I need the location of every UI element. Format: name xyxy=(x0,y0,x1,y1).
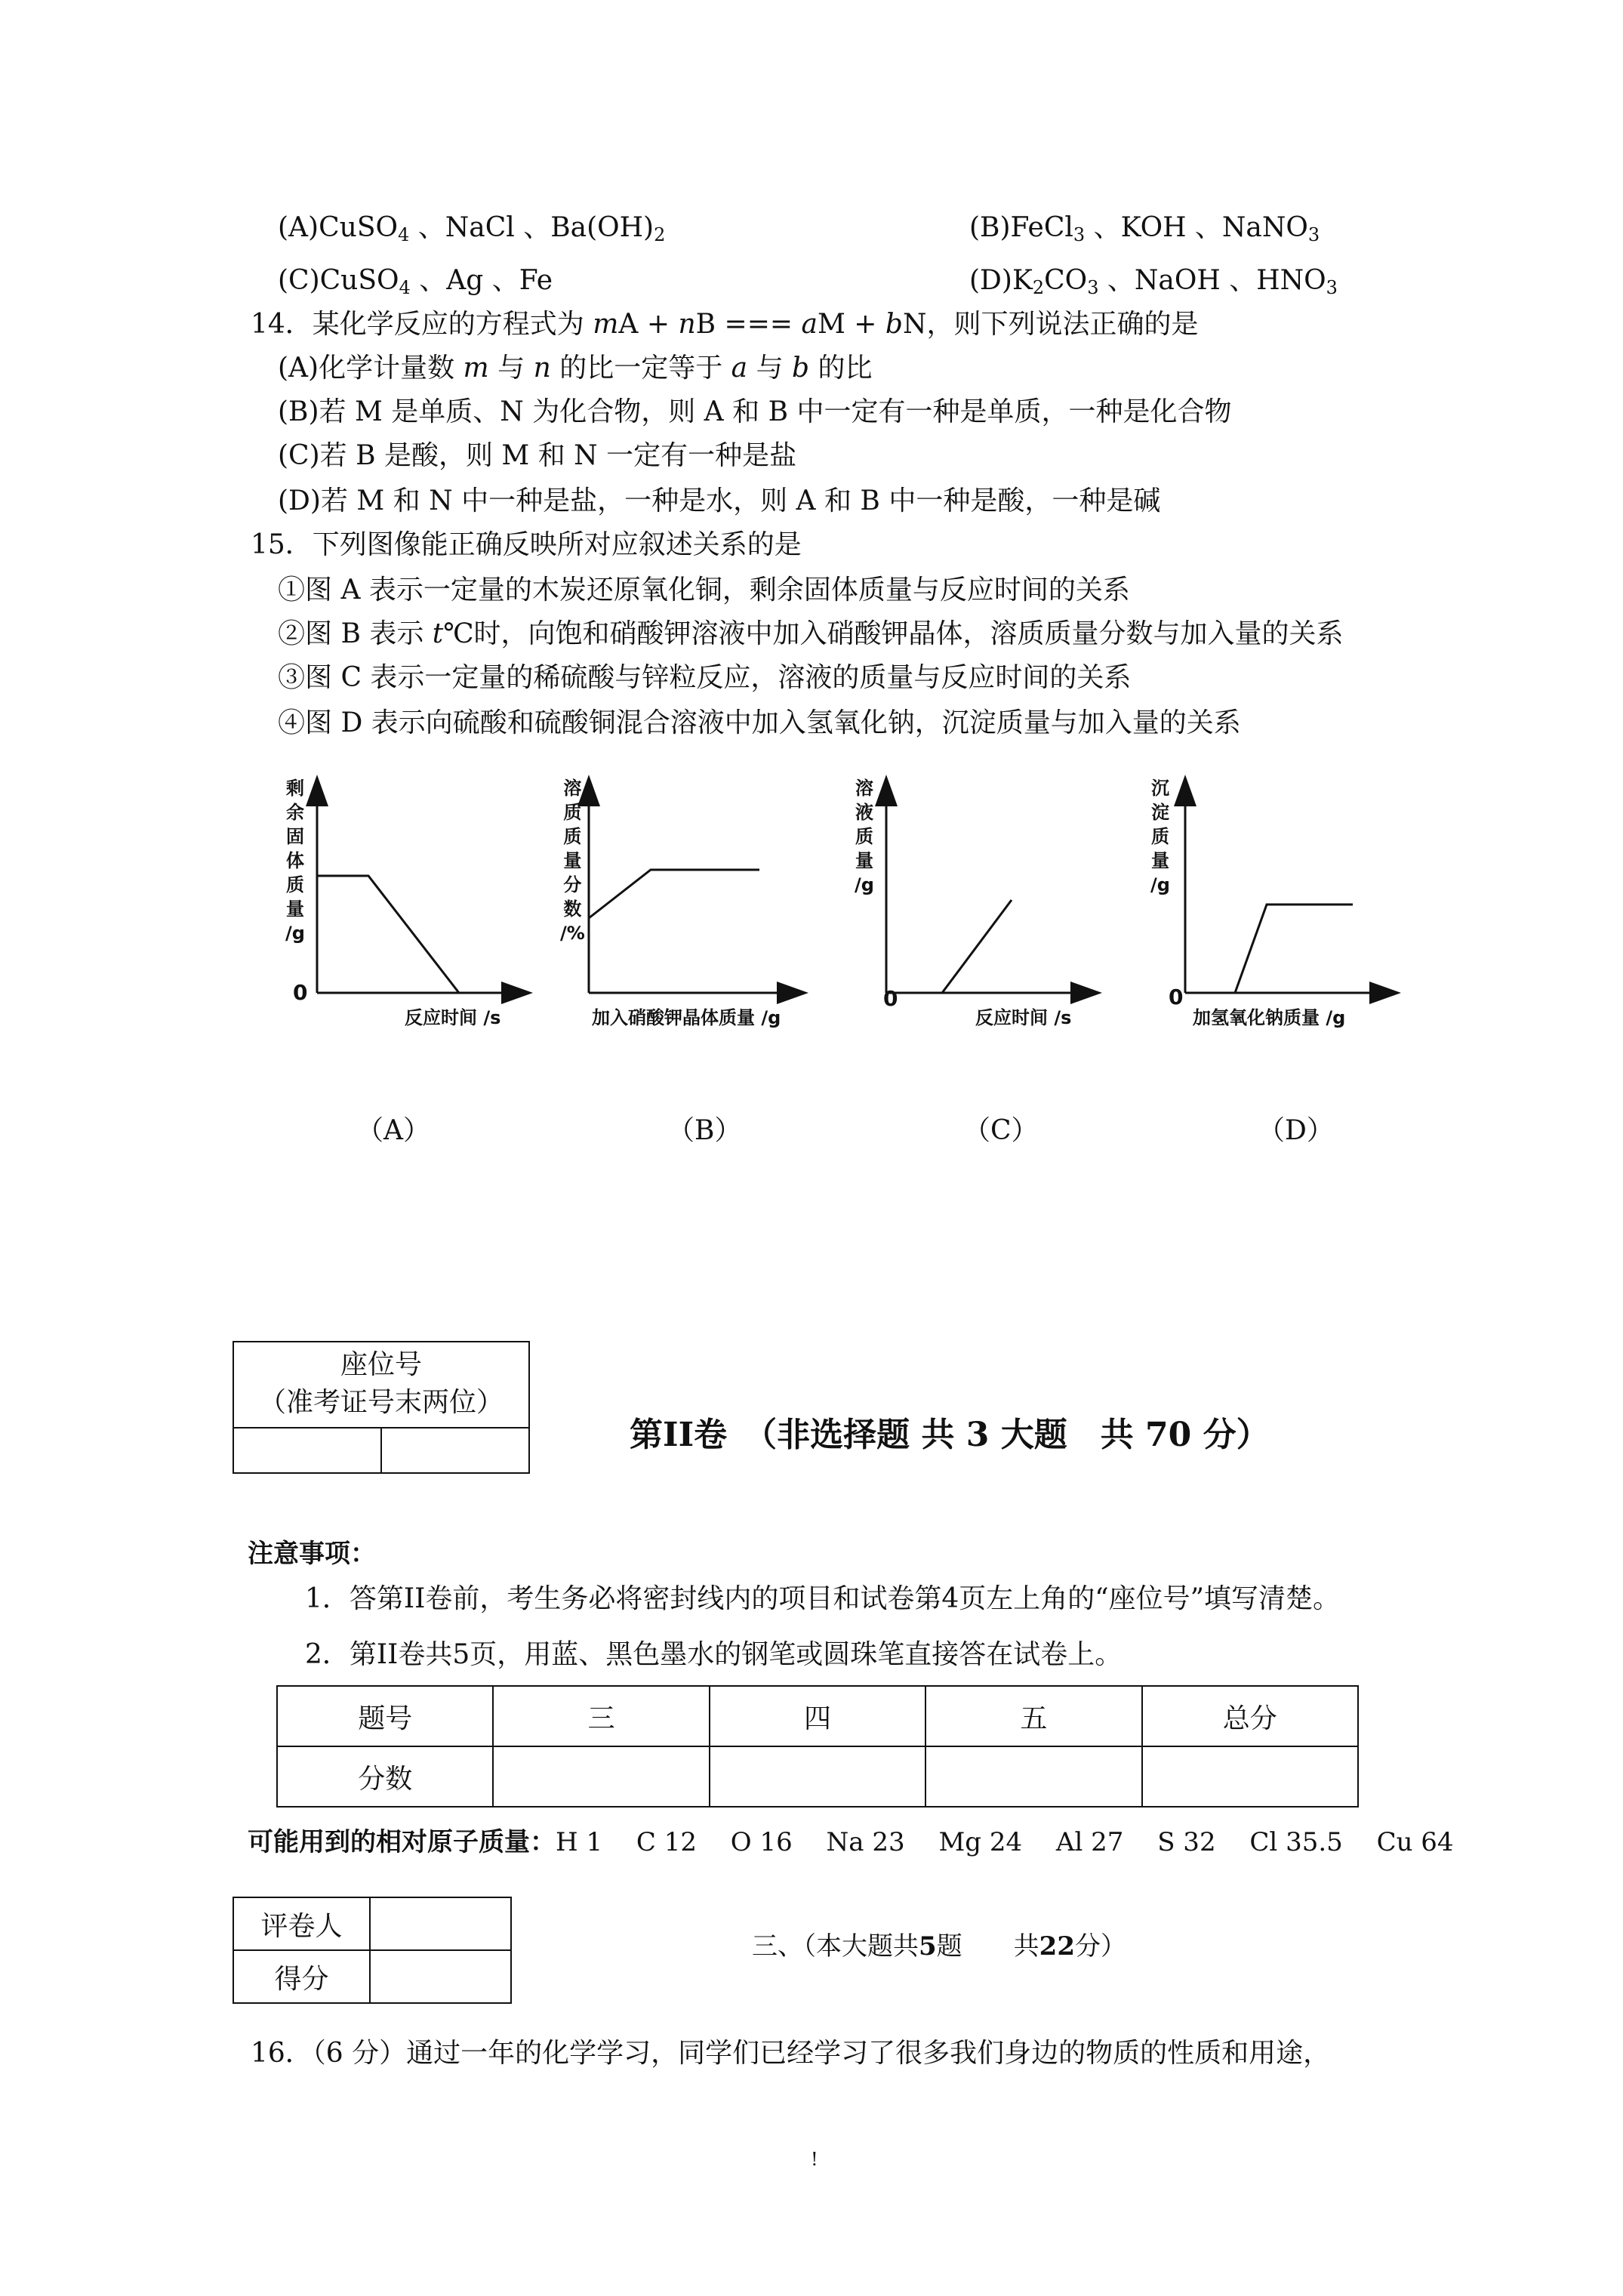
score-label: 得分 xyxy=(233,1950,370,2003)
graph-a-ylabel: 剩 余 固 体 质 量 ∕g xyxy=(285,778,305,944)
score-row-label: 分数 xyxy=(277,1746,493,1807)
question-14-option-b: (B)若 M 是单质、N 为化合物，则 A 和 B 中一定有一种是单质，一种是化合物 xyxy=(278,396,1232,427)
page-footer: ! xyxy=(811,2149,818,2170)
question-16-stem: 16．（6 分）通过一年的化学学习，同学们已经学习了很多我们身边的物质的性质和用途， xyxy=(251,2038,1331,2069)
question-15-item-4: ④图 D 表示向硫酸和硫酸铜混合溶液中加入氢氧化钠，沉淀质量与加入量的关系 xyxy=(278,707,1241,738)
score-cell[interactable] xyxy=(493,1746,709,1807)
seat-number-box xyxy=(233,1341,530,1474)
graph-d-ylabel: 沉 淀 质 量 ∕g xyxy=(1150,778,1170,895)
option-13-a: (A)CuSO$_4$ 、NaCl 、$Ba(OH)_2$ xyxy=(278,212,666,245)
graph-a-caption: （A） xyxy=(356,1115,430,1146)
graph-b-line xyxy=(589,870,759,918)
graph-a-xlabel: 反应时间 ∕s xyxy=(405,1007,501,1028)
seat-number-label: 座位号 xyxy=(340,1349,422,1380)
question-15-item-3: ③图 C 表示一定量的稀硫酸与锌粒反应，溶液的质量与反应时间的关系 xyxy=(278,662,1132,693)
graph-a xyxy=(279,770,536,1027)
graph-b-xlabel: 加入硝酸钾晶体质量 ∕g xyxy=(592,1007,781,1028)
question-14-option-d: (D)若 M 和 N 中一种是盐，一种是水，则 A 和 B 中一种是酸，一种是碱 xyxy=(278,485,1161,516)
grader-label: 评卷人 xyxy=(233,1897,370,1950)
grader-table xyxy=(233,1897,512,2004)
question-14-option-a: (A)化学计量数 m 与 n 的比一定等于 a 与 b 的比 xyxy=(278,353,873,384)
seat-number-sublabel: （准考证号末两位） xyxy=(258,1387,504,1418)
score-cell[interactable] xyxy=(925,1746,1141,1807)
score-table xyxy=(276,1685,1359,1808)
graph-d xyxy=(1147,770,1404,1027)
question-15-stem: 15．下列图像能正确反映所对应叙述关系的是 xyxy=(251,529,802,560)
score-header-cell: 三 xyxy=(493,1686,709,1746)
question-14-option-c: (C)若 B 是酸，则 M 和 N 一定有一种是盐 xyxy=(278,440,797,471)
part-2-title: 第II卷 （非选择题 共 3 大题 共 70 分） xyxy=(630,1416,1270,1454)
score-header-cell: 题号 xyxy=(277,1686,493,1746)
score-table-score-row xyxy=(277,1746,1358,1807)
option-13-d: $(D)K_2CO_3$ 、NaOH 、$HNO_3$ xyxy=(969,265,1338,298)
graph-d-caption: （D） xyxy=(1258,1115,1334,1146)
question-14-stem: 14．某化学反应的方程式为 mA + nB === aM + bN，则下列说法正确的是 xyxy=(251,309,1199,340)
note-1: 1．答第II卷前，考生务必将密封线内的项目和试卷第4页左上角的“座位号”填写清楚。 xyxy=(305,1583,1341,1614)
score-cell[interactable] xyxy=(1142,1746,1358,1807)
notes-heading: 注意事项： xyxy=(248,1539,376,1569)
question-15-item-2: ②图 B 表示 t℃时，向饱和硝酸钾溶液中加入硝酸钾晶体，溶质质量分数与加入量的关系 xyxy=(278,618,1344,649)
question-15-item-1: ①图 A 表示一定量的木炭还原氧化铜，剩余固体质量与反应时间的关系 xyxy=(278,575,1130,606)
graph-c-origin: 0 xyxy=(883,986,898,1011)
option-13-b: (B)FeCl$_3$ 、KOH 、NaNO$_3$ xyxy=(969,212,1320,245)
section-3-heading: 三、（本大题共5题 共22分） xyxy=(752,1931,1126,1962)
score-cell[interactable] xyxy=(710,1746,925,1807)
graph-d-xlabel: 加氢氧化钠质量 ∕g xyxy=(1193,1007,1346,1028)
graph-c-ylabel: 溶 液 质 量 ∕g xyxy=(855,778,874,895)
atomic-masses: 可能用到的相对原子质量：H 1 C 12 O 16 Na 23 Mg 24 Al 27 S 32 Cl 35.5 Cu 64 xyxy=(248,1827,1454,1857)
score-table-header-row xyxy=(277,1686,1358,1746)
score-header-cell: 五 xyxy=(925,1686,1141,1746)
graph-b-caption: （B） xyxy=(667,1115,742,1146)
graph-d-line xyxy=(1185,905,1353,993)
seat-number-cell-2[interactable] xyxy=(382,1428,527,1471)
graph-a-origin: 0 xyxy=(293,980,308,1005)
score-input-cell[interactable] xyxy=(370,1950,511,2003)
seat-number-cell-1[interactable] xyxy=(234,1428,379,1471)
score-header-cell: 总分 xyxy=(1142,1686,1358,1746)
graph-b xyxy=(551,770,808,1027)
graph-d-origin: 0 xyxy=(1169,985,1184,1009)
score-header-cell: 四 xyxy=(710,1686,925,1746)
graph-b-ylabel: 溶 质 质 量 分 数 ∕% xyxy=(560,778,585,944)
graph-c-line xyxy=(886,900,1012,993)
option-13-c: (C)CuSO$_4$ 、Ag 、Fe xyxy=(278,265,553,298)
graph-c-caption: （C） xyxy=(963,1115,1039,1146)
graph-c-xlabel: 反应时间 ∕s xyxy=(975,1007,1072,1028)
note-2: 2．第II卷共5页，用蓝、黑色墨水的钢笔或圆珠笔直接答在试卷上。 xyxy=(305,1639,1123,1670)
graph-a-line xyxy=(317,876,459,993)
grader-cell[interactable] xyxy=(370,1897,511,1950)
